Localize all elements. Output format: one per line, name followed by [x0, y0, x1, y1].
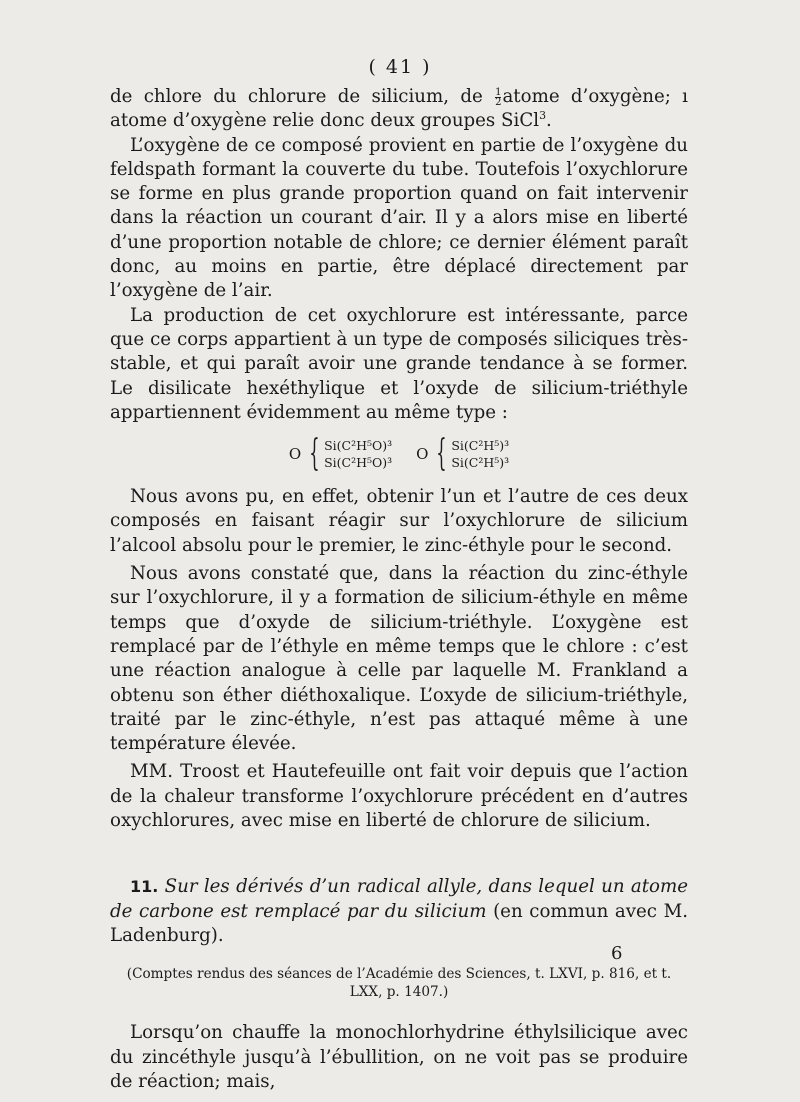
paragraph-4: Nous avons pu, en effet, obtenir l’un et l’autre de ces deux composés en faisant réagir sur l’oxychlorure de silicium l’alcool absolu pour le premier, le zinc-éthyle pour le second. [110, 486, 688, 556]
paragraph-2: L’oxygène de ce composé provient en partie de l’oxygène du feldspath formant la couverte du tube. Toutefois l’oxychlorure se forme en plus grande proportion quand on fait intervenir dans la réaction un courant d’air. Il y a alors mise en liberté d’une proportion notable de chlore; ce dernier élément paraît donc, au moins en partie, être déplacé directement par l’oxygène de l’air. [110, 134, 688, 302]
section-title-italic: Sur les dérivés d’un radical allyle, dans lequel un atome de carbone est remplacé par du silicium [110, 876, 688, 922]
formula-left-lines [324, 437, 392, 471]
formula-right-line-1: Si(C²H⁵)³ [451, 438, 510, 454]
chemical-formula [110, 429, 688, 479]
fraction-one-half [495, 88, 501, 107]
text-body [110, 85, 688, 1094]
paragraph-7: Lorsqu’on chauffe la monochlorhydrine éthylsilicique avec du zincéthyle jusqu’à l’ébullition, on ne voit pas se produire de réaction; mais, [110, 1022, 688, 1092]
brace-icon: { [436, 433, 448, 475]
paragraph-1-start: de chlore du chlorure de silicium, de [110, 86, 495, 107]
formula-left-line-2: Si(C²H⁵O)³ [324, 455, 393, 471]
brace-icon: { [309, 433, 320, 475]
paragraph-3: La production de cet oxychlorure est intéressante, parce que ce corps appartient à un type de composés siliciques très-stable, et qui paraît avoir une grande tendance à se former. Le disilicate hexéthylique et l’oxyde de silicium-triéthyle appartiennent évidemment au même type : [110, 304, 688, 423]
section-number: 11. [130, 877, 159, 897]
formula-right-line-2: Si(C²H⁵)³ [451, 455, 510, 471]
page-number: ( 41 ) [368, 56, 432, 78]
superscript: 3 [539, 109, 547, 123]
paragraph-1-end: . [546, 110, 552, 132]
formula-left-oxygen: O [288, 444, 302, 463]
signature-mark: 6 [611, 943, 623, 964]
fraction-denominator: 2 [495, 96, 502, 108]
formula-right-oxygen: O [416, 444, 429, 463]
paragraph-6: MM. Troost et Hautefeuille ont fait voir depuis que l’action de la chaleur transforme l’oxychlorure précédent en d’autres oxychlorures, avec mise en liberté de chlorure de silicium. [110, 761, 688, 832]
section-heading [110, 875, 688, 948]
paragraph-1 [110, 85, 688, 134]
formula-right [416, 433, 510, 475]
paragraph-5: Nous avons constaté que, dans la réaction du zinc-éthyle sur l’oxychlorure, il y a formation de silicium-éthyle en même temps que d’oxyde de silicium-triéthyle. L’oxygène est remplacé par de l’éthyle en même temps que le chlore : c’est une réaction analogue à celle par laquelle M. Frankland a obtenu son éther diéthoxalique. L’oxyde de silicium-triéthyle, traité par le zinc-éthyle, n’est pas attaqué même à une température élevée. [110, 563, 688, 755]
fraction-numerator: 1 [495, 86, 502, 98]
paragraph-1-rest: atome d’oxygène; ı atome d’oxygène relie donc deux groupes SiCl [110, 86, 688, 132]
formula-left-line-1: Si(C²H⁵O)³ [324, 438, 393, 454]
formula-left [288, 433, 393, 475]
formula-right-lines [451, 437, 509, 471]
reference-citation: (Comptes rendus des séances de l’Académie des Sciences, t. LXVI, p. 816, et t. LXX, p. 1407.) [126, 966, 672, 1001]
section-title-plain: (en commun avec M. Ladenburg). [110, 900, 689, 946]
